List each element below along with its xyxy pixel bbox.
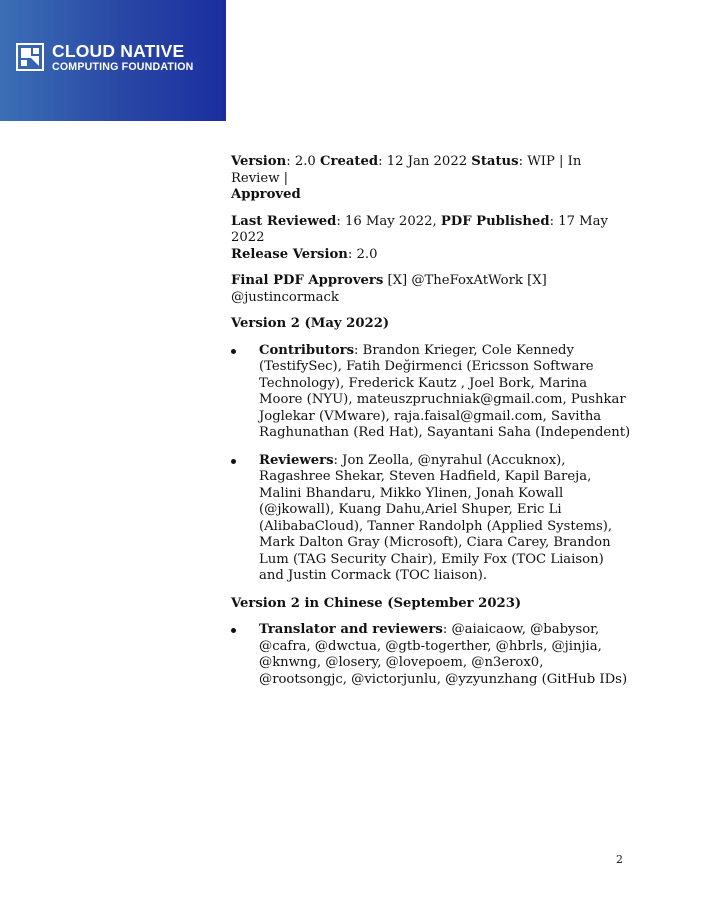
logo-wordmark xyxy=(52,42,194,74)
header-banner xyxy=(0,0,226,121)
final-approvers-value: [X] @TheFoxAtWork [X] @justincormack xyxy=(231,273,547,305)
translators-label: Translator and reviewers xyxy=(259,622,443,637)
bullet-icon xyxy=(231,628,236,633)
final-approvers-label: Final PDF Approvers xyxy=(231,273,384,288)
list-item-contributors xyxy=(231,343,631,442)
created-value: : 12 Jan 2022 xyxy=(378,154,472,169)
logo-line-1: CLOUD NATIVE xyxy=(52,41,185,61)
list-item-translators xyxy=(231,622,631,688)
reviewers-label: Reviewers xyxy=(259,452,334,468)
version-2-chinese-list xyxy=(231,622,631,688)
page-number: 2 xyxy=(616,853,623,866)
created-label: Created xyxy=(320,154,379,169)
status-label: Status xyxy=(471,154,519,169)
version-2-list xyxy=(231,343,631,585)
last-reviewed-value: : 16 May 2022, xyxy=(336,213,441,229)
version-line xyxy=(231,154,631,204)
version-value: : 2.0 xyxy=(286,154,320,169)
reviewers-text: : Jon Zeolla, @nyrahul (Accuknox), Ragashree Shekar, Steven Hadfield, Kapil Bareja, Malini Bhandaru, Mikko Ylinen, Jonah Kowall (@jkowall), Kuang Dahu,Ariel Shuper, Eric Li (AlibabaCloud), Tanner Randolph (Applied Systems), Mark Dalton Gray (Microsoft), Ciara Carey, Brandon Lum (TAG Security Chair), Emily Fox (TOC Liaison) and Justin Cormack (TOC liaison). xyxy=(259,452,613,583)
section-heading-version-2: Version 2 (May 2022) xyxy=(231,316,390,331)
review-line xyxy=(231,214,631,264)
status-approved: Approved xyxy=(231,187,301,202)
pdf-published-label: PDF Published xyxy=(440,213,550,229)
bullet-icon xyxy=(231,459,236,464)
pdf-published-value: : 17 May 2022 xyxy=(231,213,608,245)
logo-line-2: COMPUTING FOUNDATION xyxy=(52,61,194,73)
document-body xyxy=(231,154,631,699)
bullet-icon xyxy=(231,349,236,354)
release-version-label: Release Version xyxy=(231,246,348,262)
cncf-logo-icon xyxy=(16,43,44,71)
contributors-label: Contributors xyxy=(259,342,354,358)
translators-text: : @aiaicaow, @babysor, @cafra, @dwctua, @gtb-togerther, @hbrls, @jinjia, @knwng, @losery, @lovepoem, @n3erox0, @rootsongjc, @victorjunlu, @yzyunzhang (GitHub IDs) xyxy=(259,622,628,687)
version-label: Version xyxy=(231,154,287,169)
contributors-text: : Brandon Krieger, Cole Kennedy (TestifySec), Fatih Değirmenci (Ericsson Software Technology), Frederick Kautz , Joel Bork, Marina Moore (NYU), mateuszpruchniak@gmail.com, Pushkar Joglekar (VMware), raja.faisal@gmail.com, Savitha Raghunathan (Red Hat), Sayantani Saha (Independent) xyxy=(259,342,631,440)
status-value: : WIP | In Review | xyxy=(231,154,582,186)
list-item-reviewers xyxy=(231,453,631,585)
section-heading-version-2-chinese: Version 2 in Chinese (September 2023) xyxy=(231,595,522,611)
approvers-line xyxy=(231,273,631,306)
release-version-value: : 2.0 xyxy=(347,246,378,262)
last-reviewed-label: Last Reviewed xyxy=(231,213,337,229)
